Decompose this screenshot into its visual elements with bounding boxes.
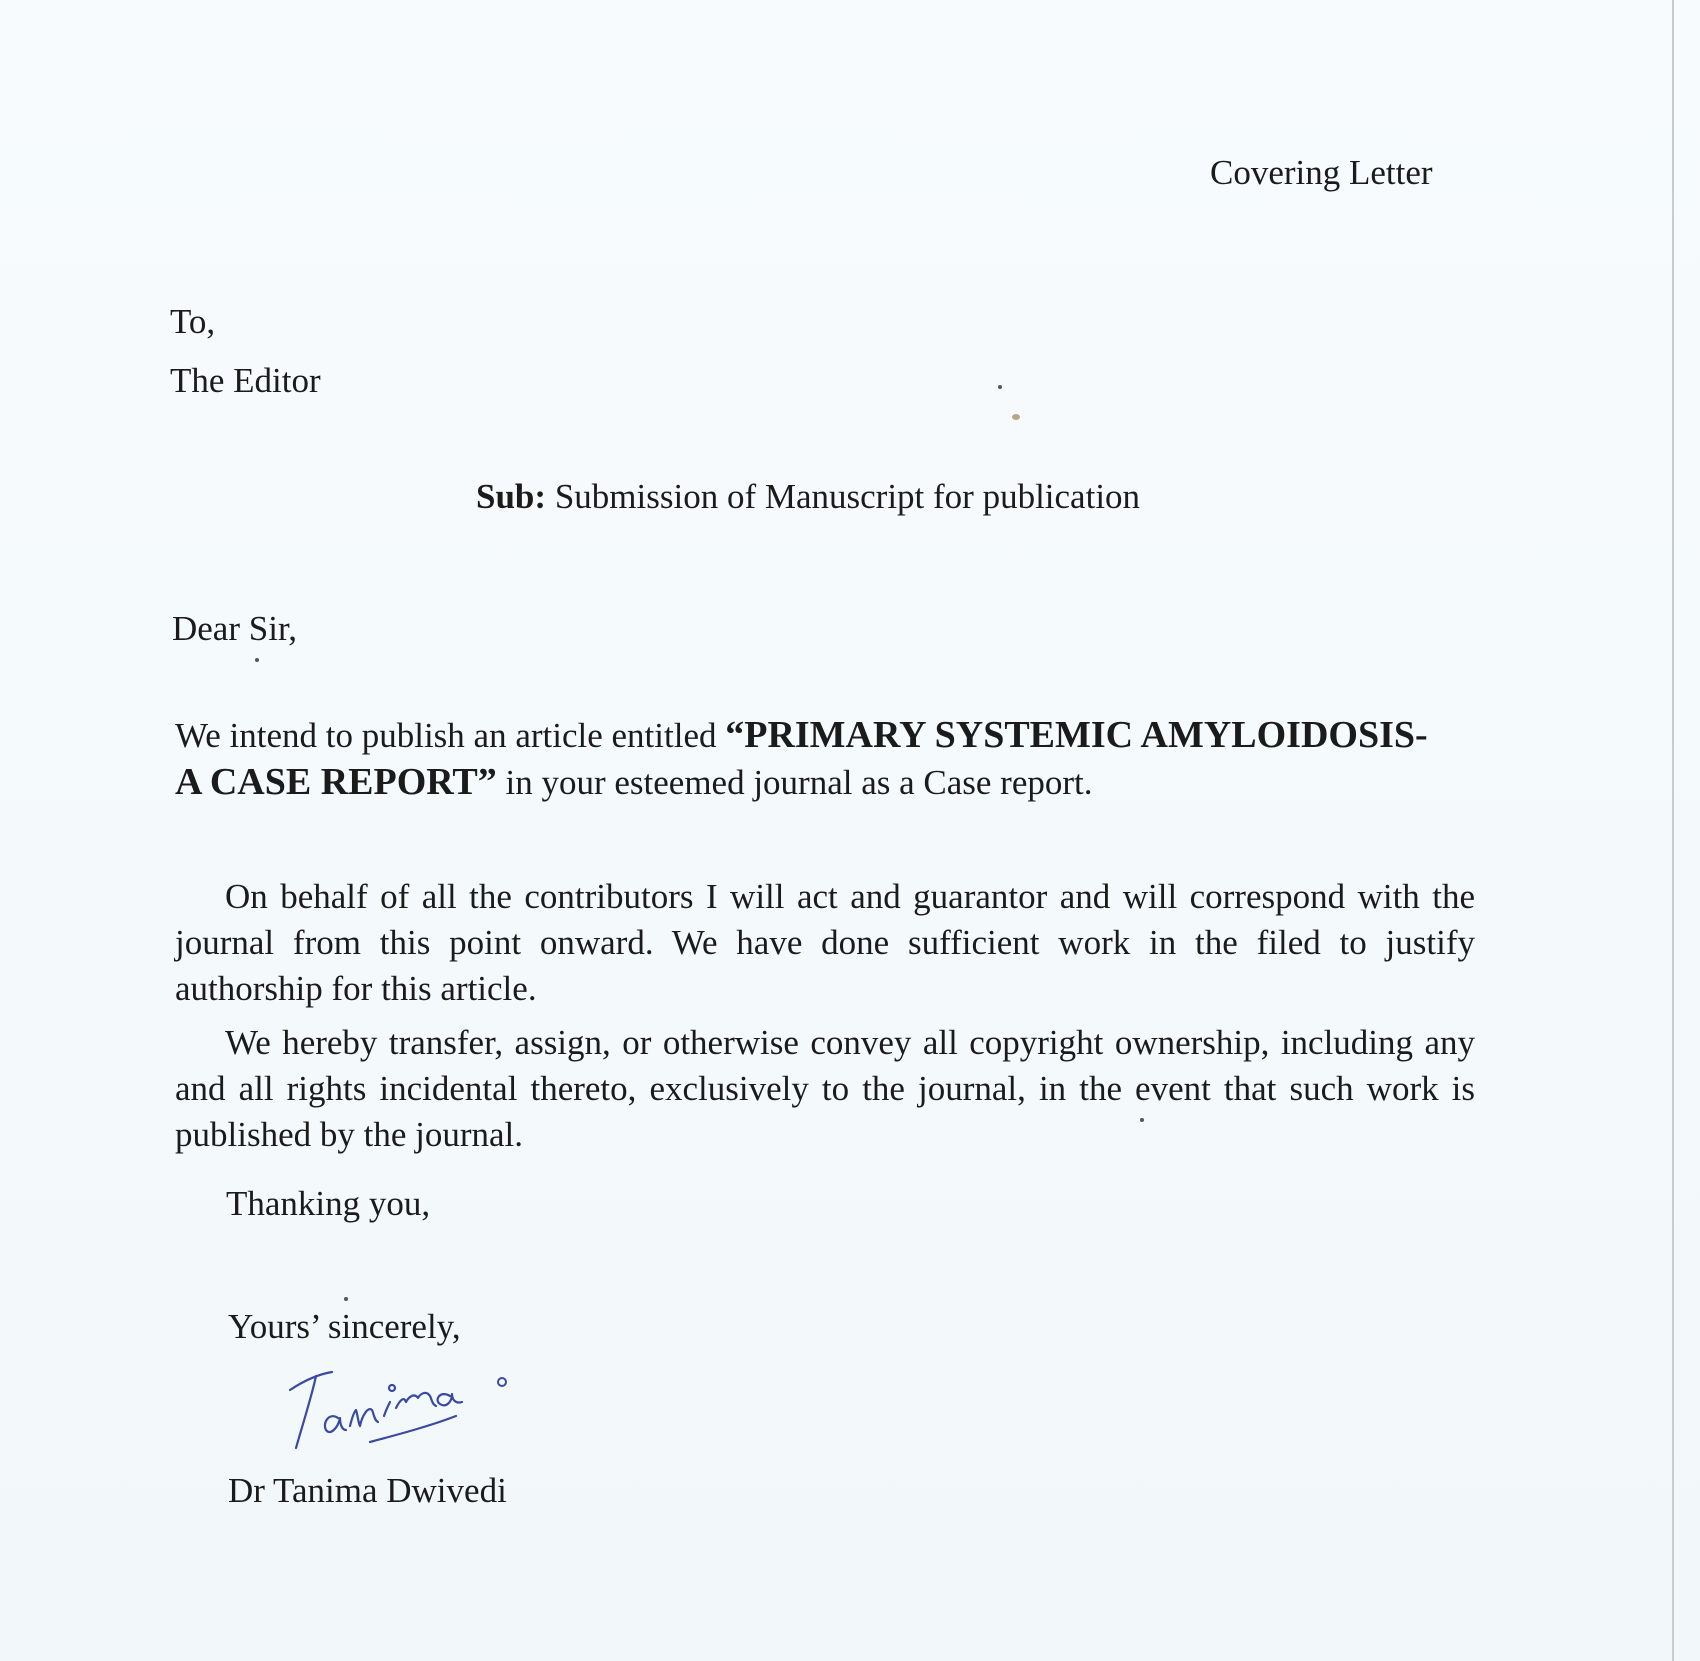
- ink-dot: [255, 658, 259, 662]
- ink-dot: [344, 1297, 348, 1301]
- recipient-line-editor: The Editor: [170, 361, 321, 400]
- para1-intro: We intend to publish an article entitled: [175, 716, 726, 755]
- thanks-line: Thanking you,: [226, 1184, 431, 1223]
- paragraph-article-intent: [175, 712, 1445, 806]
- letter-heading: Covering Letter: [1210, 153, 1433, 192]
- closing-line: Yours’ sincerely,: [228, 1307, 461, 1346]
- salutation: Dear Sir,: [172, 609, 297, 648]
- paragraph-copyright-transfer: We hereby transfer, assign, or otherwise convey all copyright ownership, including any and all rights incidental thereto, exclusively to the journal, in the event that such work is published by the journal.: [175, 1023, 1475, 1154]
- subject-text: Submission of Manuscript for publication: [546, 477, 1141, 516]
- ink-dot: [998, 385, 1002, 389]
- paper-speck: [1012, 414, 1020, 420]
- subject-line: [476, 475, 1140, 519]
- subject-label: Sub:: [476, 477, 547, 516]
- handwritten-signature: [280, 1360, 520, 1460]
- recipient-line-to: To,: [170, 302, 216, 341]
- signer-name: Dr Tanima Dwivedi: [228, 1471, 507, 1510]
- article-title: “PRIMARY SYSTEMIC AMYLOIDOSIS- A CASE REPORT”: [175, 714, 1428, 803]
- paragraph-guarantor: On behalf of all the contributors I will act and guarantor and will correspond with the journal from this point onward. We have done sufficient work in the filed to justify authorship for this article.: [175, 877, 1475, 1008]
- ink-dot: [1140, 1118, 1144, 1122]
- para1-ending: in your esteemed journal as a Case report.: [496, 763, 1093, 802]
- page-edge-divider: [1672, 0, 1674, 1661]
